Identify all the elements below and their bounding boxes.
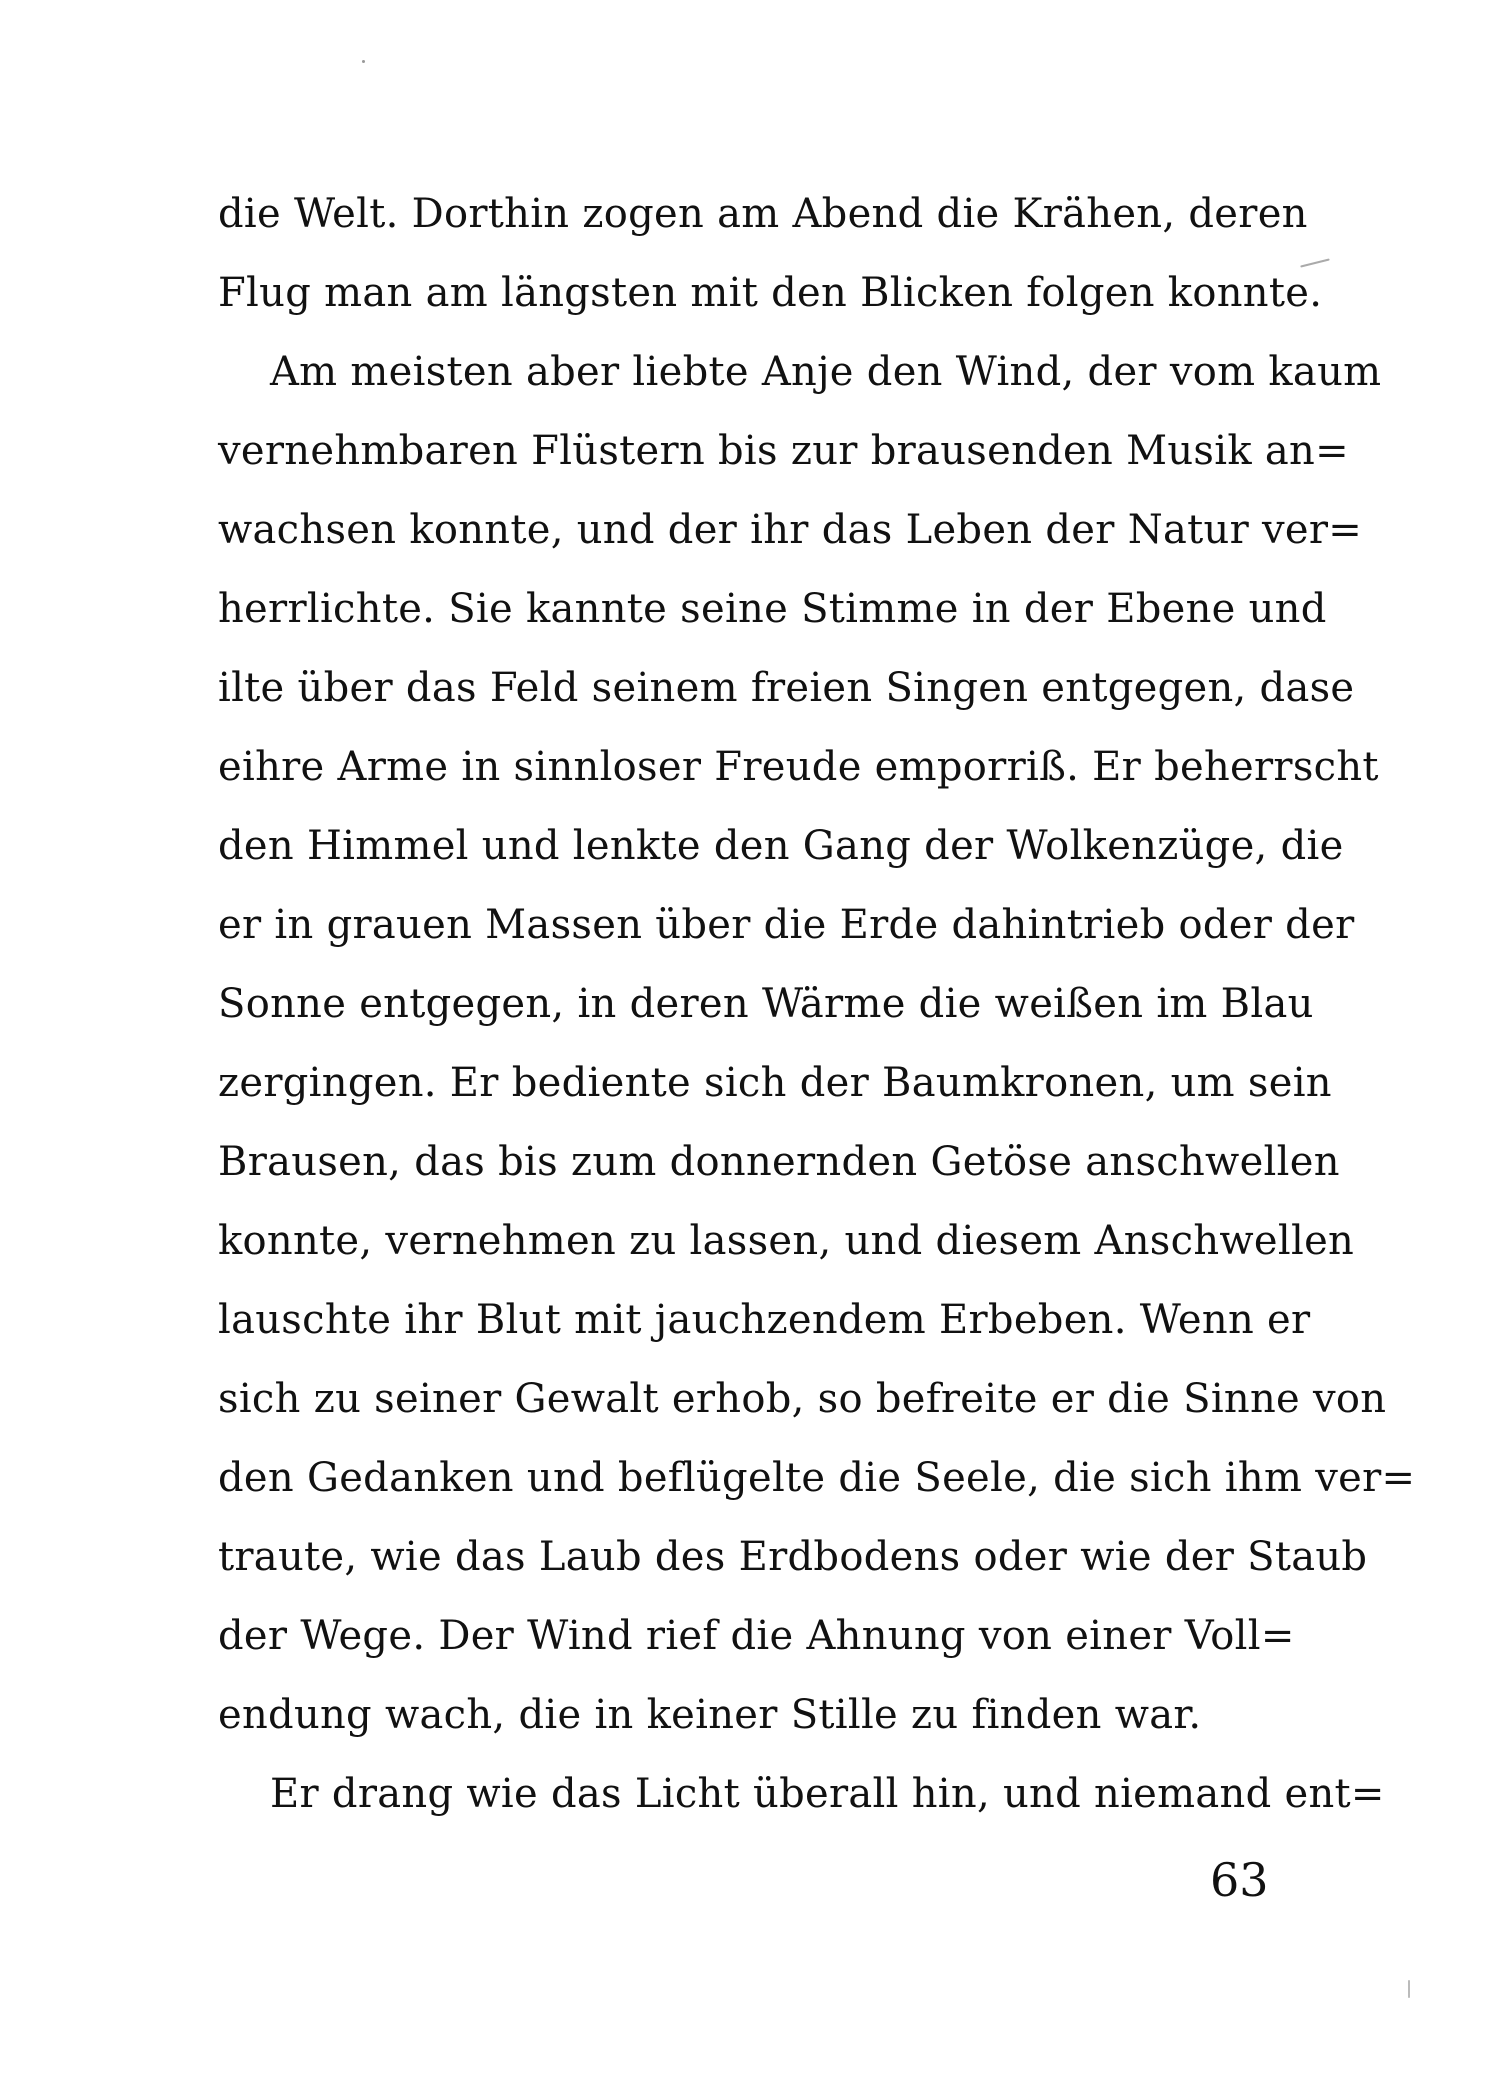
- text-line: traute, wie das Laub des Erdbodens oder wie der Staub: [218, 1534, 1368, 1580]
- text-line: Sonne entgegen, in deren Wärme die weißen im Blau: [218, 981, 1314, 1027]
- text-line: herrlichte. Sie kannte seine Stimme in der Ebene und: [218, 586, 1327, 632]
- text-line: Am meisten aber liebte Anje den Wind, der vom kaum: [270, 349, 1382, 395]
- text-line: Brausen, das bis zum donnernden Getöse anschwellen: [218, 1139, 1340, 1185]
- text-line: sich zu seiner Gewalt erhob, so befreite er die Sinne von: [218, 1376, 1387, 1422]
- text-line: die Welt. Dorthin zogen am Abend die Krähen, deren: [218, 191, 1308, 237]
- text-line: endung wach, die in keiner Stille zu finden war.: [218, 1692, 1202, 1738]
- text-line: der Wege. Der Wind rief die Ahnung von einer Voll=: [218, 1613, 1295, 1659]
- text-line: Er drang wie das Licht überall hin, und niemand ent=: [270, 1771, 1385, 1817]
- text-line: zergingen. Er bediente sich der Baumkronen, um sein: [218, 1060, 1332, 1106]
- text-line: ilte über das Feld seinem freien Singen entgegen, dase: [218, 665, 1355, 711]
- text-line: eihre Arme in sinnloser Freude emporriß. Er beherrscht: [218, 744, 1379, 790]
- body-text: [218, 175, 1416, 1834]
- text-line: konnte, vernehmen zu lassen, und diesem Anschwellen: [218, 1218, 1355, 1264]
- text-line: den Himmel und lenkte den Gang der Wolkenzüge, die: [218, 823, 1344, 869]
- text-line: wachsen konnte, und der ihr das Leben der Natur ver=: [218, 507, 1363, 553]
- text-line: lauschte ihr Blut mit jauchzendem Erbeben. Wenn er: [218, 1297, 1311, 1343]
- page-number: 63: [1210, 1853, 1269, 1907]
- text-line: vernehmbaren Flüstern bis zur brausenden Musik an=: [218, 428, 1349, 474]
- paper-speck: [1408, 1980, 1410, 1998]
- text-line: den Gedanken und beflügelte die Seele, die sich ihm ver=: [218, 1455, 1416, 1501]
- text-line: er in grauen Massen über die Erde dahintrieb oder der: [218, 902, 1355, 948]
- paper-speck: [1300, 258, 1330, 267]
- text-line: Flug man am längsten mit den Blicken folgen konnte.: [218, 270, 1323, 316]
- paper-speck: [362, 60, 365, 63]
